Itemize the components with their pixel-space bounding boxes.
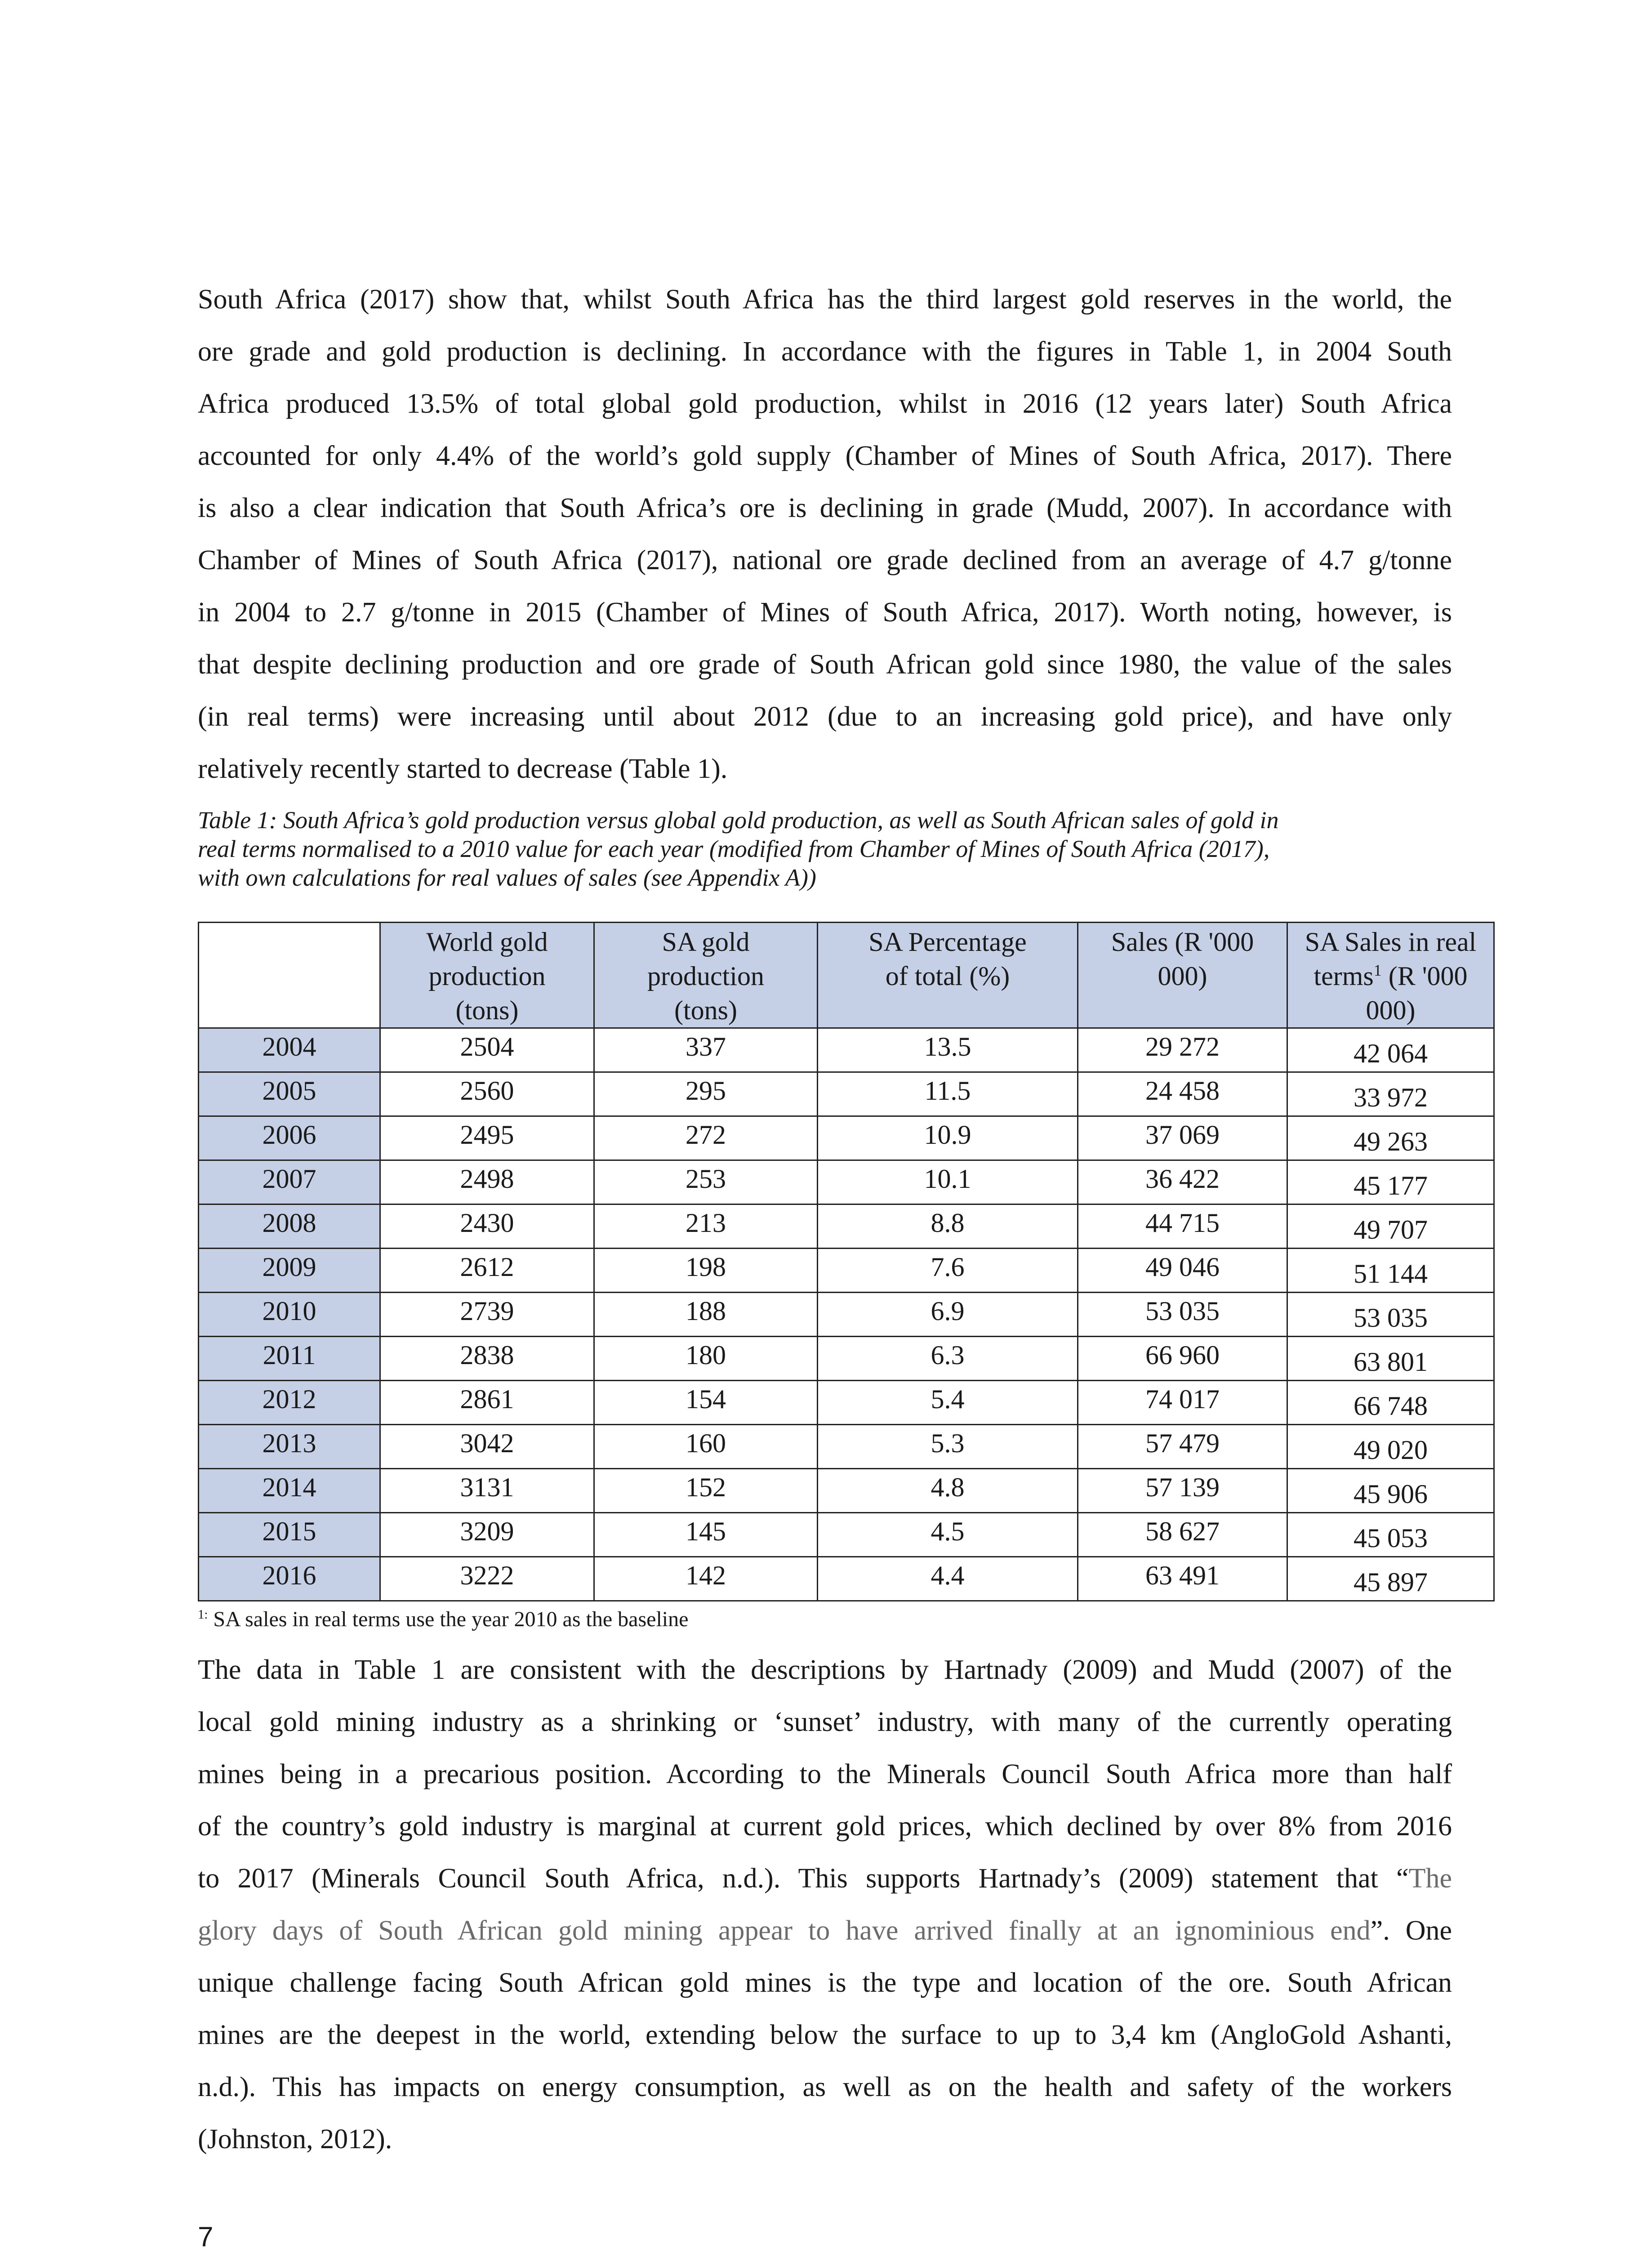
gold-production-table [198, 922, 1495, 1601]
sales-real-cell: 33 972 [1287, 1072, 1494, 1116]
sales-cell: 24 458 [1078, 1072, 1287, 1116]
text-run: of the country’s gold industry is marginal at current gold prices, which declined by over 8% from 2016 [198, 1811, 1452, 1842]
sa-percentage-cell: 13.5 [818, 1028, 1078, 1072]
table-footnote [198, 1606, 688, 1633]
sales-real-cell: 66 748 [1287, 1381, 1494, 1425]
table-row [199, 1513, 1494, 1557]
paragraph-line: Chamber of Mines of South Africa (2017), national ore grade declined from an average of 4.7 g/tonne [198, 545, 1452, 575]
sa-production-cell: 160 [594, 1425, 818, 1469]
table-row [199, 1337, 1494, 1381]
header-line: (tons) [674, 995, 737, 1025]
header-sa-percentage [818, 923, 1078, 1028]
sales-cell: 44 715 [1078, 1204, 1287, 1249]
sales-real-cell: 63 801 [1287, 1337, 1494, 1381]
sales-cell: 49 046 [1078, 1249, 1287, 1293]
text-run: mines are the deepest in the world, extending below the surface to up to 3,4 km (AngloGold Ashanti, [198, 2020, 1452, 2050]
year-cell: 2008 [199, 1204, 380, 1249]
sa-production-cell: 198 [594, 1249, 818, 1293]
sa-percentage-cell: 5.4 [818, 1381, 1078, 1425]
paragraph-line [198, 1852, 1452, 1905]
header-line: (tons) [455, 995, 519, 1025]
quoted-text: glory days of South African gold mining appear to have arrived finally at an ignominious end [198, 1915, 1371, 1946]
sales-real-cell: 45 177 [1287, 1160, 1494, 1204]
year-cell: 2016 [199, 1557, 380, 1601]
header-line: (R '000 [1381, 961, 1468, 991]
table-caption [198, 806, 1456, 892]
sales-real-cell: 45 906 [1287, 1469, 1494, 1513]
header-world-production [380, 923, 594, 1028]
header-line: terms [1314, 961, 1374, 991]
paragraph-line [198, 1800, 1452, 1852]
footnote-text: SA sales in real terms use the year 2010 as the baseline [208, 1607, 689, 1631]
world-production-cell: 2430 [380, 1204, 594, 1249]
header-line: SA gold [662, 927, 750, 957]
world-production-cell: 2498 [380, 1160, 594, 1204]
paragraph-line [198, 1696, 1452, 1748]
sa-percentage-cell: 4.5 [818, 1513, 1078, 1557]
paragraph-line: is also a clear indication that South Africa’s ore is declining in grade (Mudd, 2007). In accordance with [198, 493, 1452, 523]
sa-production-cell: 142 [594, 1557, 818, 1601]
text-run: to 2017 (Minerals Council South Africa, n.d.). This supports Hartnady’s (2009) statement that “ [198, 1863, 1409, 1894]
caption-line: real terms normalised to a 2010 value for each year (modified from Chamber of Mines of South Africa (2017), [198, 835, 1270, 862]
sales-cell: 58 627 [1078, 1513, 1287, 1557]
header-line: SA Percentage [868, 927, 1027, 957]
text-run: local gold mining industry as a shrinking or ‘sunset’ industry, with many of the currently operating [198, 1707, 1452, 1737]
header-line: 000) [1158, 961, 1207, 991]
table-row [199, 1557, 1494, 1601]
sales-real-cell: 49 707 [1287, 1204, 1494, 1249]
header-line: SA Sales in real [1305, 927, 1477, 957]
sales-cell: 29 272 [1078, 1028, 1287, 1072]
header-sa-production [594, 923, 818, 1028]
sales-cell: 53 035 [1078, 1293, 1287, 1337]
table-row [199, 1425, 1494, 1469]
paragraph-line [198, 2061, 1452, 2113]
year-cell: 2013 [199, 1425, 380, 1469]
table-row [199, 1469, 1494, 1513]
year-cell: 2007 [199, 1160, 380, 1204]
sa-production-cell: 213 [594, 1204, 818, 1249]
year-cell: 2014 [199, 1469, 380, 1513]
paragraph-line: South Africa (2017) show that, whilst South Africa has the third largest gold reserves in the world, the [198, 284, 1452, 315]
header-corner-cell [199, 923, 380, 1028]
paragraph-line: that despite declining production and ore grade of South African gold since 1980, the value of the sales [198, 649, 1452, 680]
table-row [199, 1072, 1494, 1116]
sa-production-cell: 253 [594, 1160, 818, 1204]
header-line: 000) [1366, 995, 1416, 1025]
sa-percentage-cell: 10.1 [818, 1160, 1078, 1204]
sales-real-cell: 53 035 [1287, 1293, 1494, 1337]
sales-cell: 37 069 [1078, 1116, 1287, 1160]
sales-real-cell: 51 144 [1287, 1249, 1494, 1293]
sales-cell: 36 422 [1078, 1160, 1287, 1204]
table-body [199, 1028, 1494, 1601]
table-row [199, 1249, 1494, 1293]
table-row [199, 1116, 1494, 1160]
footnote-marker: 1 [1373, 961, 1382, 979]
sales-real-cell: 45 897 [1287, 1557, 1494, 1601]
body-paragraph-2 [198, 1644, 1452, 2165]
sales-cell: 74 017 [1078, 1381, 1287, 1425]
header-sales-real-terms [1287, 923, 1494, 1028]
world-production-cell: 3209 [380, 1513, 594, 1557]
sales-real-cell: 42 064 [1287, 1028, 1494, 1072]
world-production-cell: 3131 [380, 1469, 594, 1513]
sales-real-cell: 49 263 [1287, 1116, 1494, 1160]
paragraph-line: accounted for only 4.4% of the world’s gold supply (Chamber of Mines of South Africa, 2017). There [198, 441, 1452, 471]
year-cell: 2005 [199, 1072, 380, 1116]
paragraph-line: ore grade and gold production is declining. In accordance with the figures in Table 1, in 2004 South [198, 336, 1452, 367]
paragraph-line: relatively recently started to decrease (Table 1). [198, 754, 728, 784]
world-production-cell: 2739 [380, 1293, 594, 1337]
text-run: The data in Table 1 are consistent with the descriptions by Hartnady (2009) and Mudd (2007) of the [198, 1655, 1452, 1685]
header-line: of total (%) [885, 961, 1010, 991]
sa-production-cell: 188 [594, 1293, 818, 1337]
sales-cell: 57 479 [1078, 1425, 1287, 1469]
text-run: (Johnston, 2012). [198, 2124, 392, 2154]
paragraph-line [198, 1644, 1452, 1696]
page-number: 7 [198, 2221, 214, 2248]
sa-percentage-cell: 4.8 [818, 1469, 1078, 1513]
text-run: unique challenge facing South African gold mines is the type and location of the ore. South African [198, 1967, 1452, 1998]
world-production-cell: 3042 [380, 1425, 594, 1469]
sa-production-cell: 145 [594, 1513, 818, 1557]
year-cell: 2010 [199, 1293, 380, 1337]
sa-percentage-cell: 11.5 [818, 1072, 1078, 1116]
table-row [199, 1028, 1494, 1072]
sa-production-cell: 337 [594, 1028, 818, 1072]
year-cell: 2012 [199, 1381, 380, 1425]
paragraph-line: Africa produced 13.5% of total global gold production, whilst in 2016 (12 years later) South Africa [198, 388, 1452, 419]
table-row [199, 1160, 1494, 1204]
year-cell: 2004 [199, 1028, 380, 1072]
sa-percentage-cell: 5.3 [818, 1425, 1078, 1469]
sa-percentage-cell: 6.9 [818, 1293, 1078, 1337]
world-production-cell: 2495 [380, 1116, 594, 1160]
sales-cell: 66 960 [1078, 1337, 1287, 1381]
sa-production-cell: 180 [594, 1337, 818, 1381]
sa-percentage-cell: 4.4 [818, 1557, 1078, 1601]
year-cell: 2011 [199, 1337, 380, 1381]
sa-percentage-cell: 10.9 [818, 1116, 1078, 1160]
sa-percentage-cell: 7.6 [818, 1249, 1078, 1293]
sa-production-cell: 272 [594, 1116, 818, 1160]
table-header-row [199, 923, 1494, 1028]
text-run: ”. One [1370, 1915, 1452, 1946]
quoted-text: The [1408, 1863, 1452, 1894]
header-line: production [647, 961, 764, 991]
paragraph-line [198, 1957, 1452, 2009]
year-cell: 2009 [199, 1249, 380, 1293]
body-paragraph-1 [198, 273, 1452, 795]
header-line: Sales (R '000 [1111, 927, 1254, 957]
sa-production-cell: 152 [594, 1469, 818, 1513]
sales-real-cell: 49 020 [1287, 1425, 1494, 1469]
world-production-cell: 2504 [380, 1028, 594, 1072]
paragraph-line [198, 2113, 1452, 2165]
header-line: production [428, 961, 546, 991]
sa-percentage-cell: 8.8 [818, 1204, 1078, 1249]
paragraph-line: (in real terms) were increasing until about 2012 (due to an increasing gold price), and have only [198, 701, 1452, 732]
year-cell: 2006 [199, 1116, 380, 1160]
table-row [199, 1204, 1494, 1249]
sales-cell: 63 491 [1078, 1557, 1287, 1601]
sa-production-cell: 295 [594, 1072, 818, 1116]
header-line: World gold [426, 927, 548, 957]
world-production-cell: 2560 [380, 1072, 594, 1116]
sa-percentage-cell: 6.3 [818, 1337, 1078, 1381]
footnote-marker: 1: [198, 1607, 208, 1622]
world-production-cell: 2612 [380, 1249, 594, 1293]
paragraph-line [198, 1905, 1452, 1957]
sa-production-cell: 154 [594, 1381, 818, 1425]
world-production-cell: 2861 [380, 1381, 594, 1425]
text-run: mines being in a precarious position. According to the Minerals Council South Africa more than half [198, 1759, 1452, 1789]
paragraph-line [198, 1748, 1452, 1800]
paragraph-line: in 2004 to 2.7 g/tonne in 2015 (Chamber of Mines of South Africa, 2017). Worth noting, however, is [198, 597, 1452, 628]
text-run: n.d.). This has impacts on energy consumption, as well as on the health and safety of the workers [198, 2072, 1452, 2102]
caption-line: with own calculations for real values of sales (see Appendix A)) [198, 864, 816, 891]
sales-real-cell: 45 053 [1287, 1513, 1494, 1557]
header-sales [1078, 923, 1287, 1028]
year-cell: 2015 [199, 1513, 380, 1557]
paragraph-line [198, 2009, 1452, 2061]
caption-line: Table 1: South Africa’s gold production versus global gold production, as well as South African sales of gold in [198, 807, 1279, 834]
world-production-cell: 2838 [380, 1337, 594, 1381]
table-row [199, 1381, 1494, 1425]
table-row [199, 1293, 1494, 1337]
world-production-cell: 3222 [380, 1557, 594, 1601]
sales-cell: 57 139 [1078, 1469, 1287, 1513]
